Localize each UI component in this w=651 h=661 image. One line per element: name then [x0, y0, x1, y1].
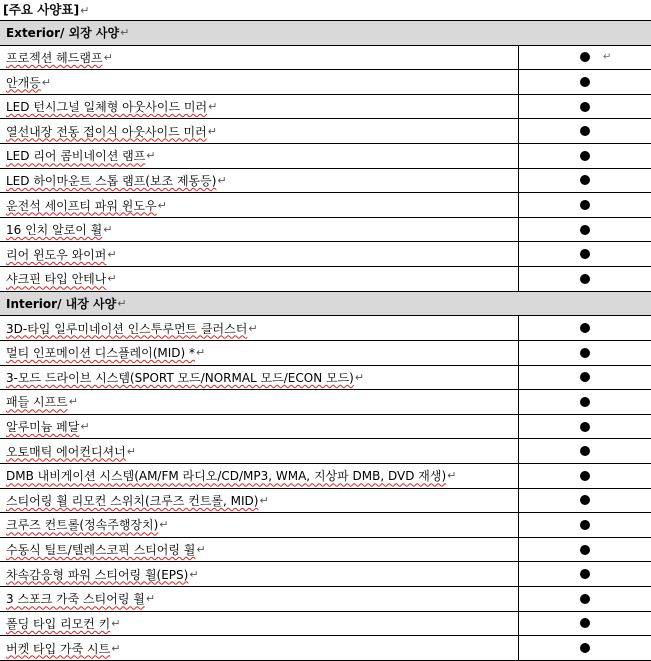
bullet-dot-icon	[580, 446, 590, 456]
spec-name-cell	[0, 390, 519, 414]
table-row	[0, 70, 651, 95]
paragraph-mark-icon: ↵	[111, 616, 121, 630]
spec-name-cell	[0, 70, 519, 94]
spec-name: 샤크핀 타입 안테나	[6, 272, 107, 287]
paragraph-mark-icon: ↵	[80, 4, 90, 17]
paragraph-mark-icon: ↵	[111, 641, 121, 655]
bullet-dot-icon	[580, 594, 590, 604]
spec-value-cell	[519, 341, 651, 365]
paragraph-mark-icon: ↵	[80, 420, 90, 434]
spec-name: 열선내장 전동 접이식 아웃사이드 미러	[6, 124, 207, 139]
paragraph-mark-icon: ↵	[208, 100, 218, 114]
paragraph-mark-icon: ↵	[103, 50, 113, 64]
spec-value-cell	[519, 612, 651, 636]
spec-value-cell	[519, 587, 651, 611]
spec-name-cell	[0, 562, 519, 586]
paragraph-mark-icon: ↵	[107, 247, 117, 261]
paragraph-mark-icon: ↵	[157, 198, 167, 212]
table-row	[0, 316, 651, 341]
bullet-dot-icon	[580, 151, 590, 161]
spec-name-cell	[0, 636, 519, 660]
paragraph-mark-icon: ↵	[145, 592, 156, 606]
spec-name: 멀티 인포메이션 디스플레이(MID) *	[6, 346, 196, 361]
spec-name-cell	[0, 489, 519, 513]
paragraph-mark-icon: ↵	[126, 444, 136, 458]
paragraph-mark-icon: ↵	[447, 469, 457, 483]
bullet-dot-icon	[580, 643, 590, 653]
title-text: [주요 사양표]	[3, 2, 80, 17]
spec-name: 3D-타입 일루미네이션 인스투루먼트 클러스터	[6, 321, 248, 336]
bullet-dot-icon	[580, 323, 590, 333]
bullet-dot-icon	[580, 495, 590, 505]
spec-name: 리어 윈도우 와이퍼	[6, 247, 107, 262]
spec-name-cell	[0, 169, 519, 193]
spec-name: 16 인치 알로이 휠	[6, 223, 103, 238]
spec-name: 차속감응형 파워 스티어링 휠(EPS)	[6, 567, 189, 582]
table-row	[0, 366, 651, 391]
paragraph-mark-icon: ↵	[103, 223, 113, 237]
section-header-interior	[0, 292, 651, 317]
table-row	[0, 636, 651, 661]
paragraph-mark-icon: ↵	[259, 493, 269, 507]
table-row	[0, 46, 651, 71]
spec-name-cell	[0, 612, 519, 636]
spec-name: 스티어링 휠 리모컨 스위치(크루즈 컨트롤, MID)	[6, 493, 259, 508]
spec-name-cell	[0, 538, 519, 562]
paragraph-mark-icon: ↵	[196, 346, 206, 360]
table-row	[0, 464, 651, 489]
spec-value-cell	[519, 464, 651, 488]
spec-name-cell	[0, 193, 519, 217]
spec-value-cell	[519, 95, 651, 119]
spec-name: 패들 시프트	[6, 395, 68, 410]
spec-name-cell	[0, 218, 519, 242]
paragraph-mark-icon: ↵	[207, 124, 217, 138]
spec-value-cell	[519, 366, 651, 390]
bullet-dot-icon	[580, 422, 590, 432]
table-row	[0, 119, 651, 144]
section-heading: Exterior/ 외장 사양	[6, 26, 120, 41]
spec-name-cell	[0, 95, 519, 119]
spec-name: 프로젝션 헤드램프	[6, 50, 103, 65]
spec-name: 수동식 틸트/텔레스코픽 스티어링 휠	[6, 543, 196, 558]
paragraph-mark-icon: ↵	[354, 370, 365, 384]
bullet-dot-icon	[580, 249, 590, 259]
table-row	[0, 193, 651, 218]
bullet-dot-icon	[580, 225, 590, 235]
spec-name: 버켓 타입 가죽 시트	[6, 641, 111, 656]
spec-value-cell	[519, 169, 651, 193]
bullet-dot-icon	[580, 520, 590, 530]
spec-value-cell	[519, 562, 651, 586]
bullet-dot-icon	[580, 372, 590, 382]
spec-value-cell	[519, 70, 651, 94]
spec-value-cell	[519, 636, 651, 660]
spec-value-cell	[519, 267, 651, 291]
table-row	[0, 267, 651, 292]
section-heading: Interior/ 내장 사양	[6, 297, 117, 311]
table-row	[0, 489, 651, 514]
bullet-dot-icon	[580, 397, 590, 407]
spec-name: 안개등	[6, 75, 41, 90]
spec-value-cell	[519, 193, 651, 217]
paragraph-mark-icon: ↵	[117, 297, 127, 310]
spec-name: DMB 내비게이션 시스템(AM/FM 라디오/CD/MP3, WMA, 지상파 DMB, DVD 재생)	[6, 469, 447, 484]
bullet-dot-icon	[580, 102, 590, 112]
spec-name: 3-모드 드라이브 시스템(SPORT 모드/NORMAL 모드/ECON 모드)	[6, 370, 354, 385]
paragraph-mark-icon: ↵	[120, 26, 130, 40]
spec-name-cell	[0, 415, 519, 439]
spec-value-cell	[519, 242, 651, 266]
table-row	[0, 562, 651, 587]
bullet-dot-icon	[580, 545, 590, 555]
paragraph-mark-icon: ↵	[189, 567, 199, 581]
table-row	[0, 513, 651, 538]
spec-name-cell	[0, 144, 519, 168]
spec-name-cell	[0, 242, 519, 266]
spec-name: LED 리어 콤비네이션 램프	[6, 149, 146, 164]
spec-value-cell	[519, 390, 651, 414]
bullet-dot-icon	[580, 52, 590, 62]
spec-value-cell	[519, 415, 651, 439]
paragraph-mark-icon: ↵	[146, 149, 156, 163]
paragraph-mark-icon: ↵	[196, 543, 206, 557]
spec-name: LED 턴시그널 일체형 아웃사이드 미러	[6, 100, 208, 115]
table-row	[0, 587, 651, 612]
spec-name-cell	[0, 341, 519, 365]
paragraph-mark-icon: ↵	[603, 51, 612, 63]
spec-name: 크루즈 컨트롤(정속주행장치)	[6, 518, 159, 533]
spec-value-cell	[519, 439, 651, 463]
spec-name-cell	[0, 316, 519, 340]
spec-name-cell	[0, 439, 519, 463]
bullet-dot-icon	[580, 126, 590, 136]
paragraph-mark-icon: ↵	[248, 321, 258, 335]
bullet-dot-icon	[580, 175, 590, 185]
bullet-dot-icon	[580, 618, 590, 628]
spec-name-cell	[0, 513, 519, 537]
paragraph-mark-icon: ↵	[68, 395, 78, 409]
spec-name-cell	[0, 366, 519, 390]
table-row	[0, 169, 651, 194]
table-row	[0, 439, 651, 464]
spec-name: 오토매틱 에어컨디셔너	[6, 444, 126, 459]
spec-name-cell	[0, 267, 519, 291]
section-header-exterior	[0, 21, 651, 46]
table-row	[0, 390, 651, 415]
spec-name-cell	[0, 46, 519, 70]
paragraph-mark-icon: ↵	[41, 75, 51, 89]
table-row	[0, 341, 651, 366]
table-row	[0, 538, 651, 563]
spec-name-cell	[0, 119, 519, 143]
spec-name: LED 하이마운트 스톱 램프(보조 제동등)	[6, 173, 217, 188]
bullet-dot-icon	[580, 569, 590, 579]
spec-value-cell	[519, 119, 651, 143]
spec-value-cell	[519, 144, 651, 168]
paragraph-mark-icon: ↵	[107, 272, 117, 286]
bullet-dot-icon	[580, 274, 590, 284]
table-row	[0, 95, 651, 120]
spec-value-cell	[519, 218, 651, 242]
table-row	[0, 144, 651, 169]
bullet-dot-icon	[580, 348, 590, 358]
spec-value-cell	[519, 538, 651, 562]
spec-name: 3 스포크 가죽 스티어링 휠	[6, 592, 145, 607]
spec-name-cell	[0, 587, 519, 611]
spec-value-cell	[519, 46, 651, 70]
paragraph-mark-icon: ↵	[159, 518, 169, 532]
table-row	[0, 218, 651, 243]
spec-value-cell	[519, 513, 651, 537]
spec-table	[0, 20, 651, 661]
bullet-dot-icon	[580, 200, 590, 210]
spec-name: 운전석 세이프티 파워 윈도우	[6, 198, 157, 213]
spec-name: 알루미늄 페달	[6, 420, 80, 435]
spec-name: 폴딩 타입 리모컨 키	[6, 616, 111, 631]
paragraph-mark-icon: ↵	[217, 173, 227, 187]
spec-table-title	[3, 1, 89, 19]
spec-value-cell	[519, 489, 651, 513]
table-row	[0, 612, 651, 637]
table-row	[0, 415, 651, 440]
bullet-dot-icon	[580, 471, 590, 481]
spec-value-cell	[519, 316, 651, 340]
spec-name-cell	[0, 464, 519, 488]
bullet-dot-icon	[580, 77, 590, 87]
table-row	[0, 242, 651, 267]
